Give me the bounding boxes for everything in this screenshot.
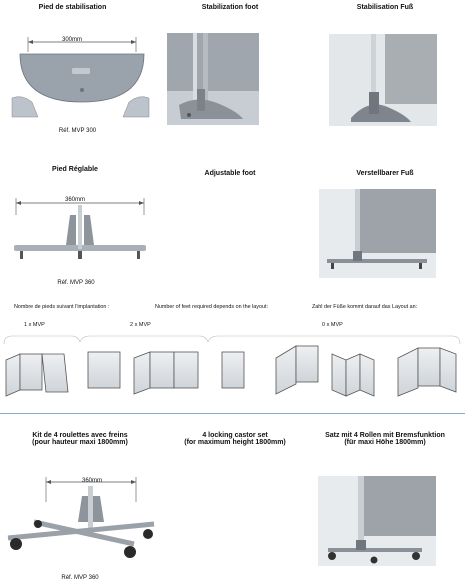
stabilization-foot-illustration bbox=[167, 33, 259, 125]
section-divider bbox=[0, 413, 465, 414]
header-en-adjustable: Adjustable foot bbox=[204, 170, 256, 177]
header-en-castor-line2: (for maximum height 1800mm) bbox=[184, 439, 286, 446]
header-de-rollen bbox=[305, 432, 465, 446]
header-fr-roulettes bbox=[0, 432, 160, 446]
count-0-mvp: 0 x MVP bbox=[322, 322, 343, 328]
count-1-mvp: 1 x MVP bbox=[24, 322, 45, 328]
header-fr-roulettes-line1: Kit de 4 roulettes avec freins bbox=[32, 432, 128, 439]
castor-kit-drawing bbox=[4, 472, 160, 562]
header-en-stabilisation: Stabilization foot bbox=[201, 4, 259, 11]
header-en-castor bbox=[155, 432, 315, 446]
count-2-mvp: 2 x MVP bbox=[130, 322, 151, 328]
header-de-rollen-line2: (für maxi Höhe 1800mm) bbox=[344, 439, 426, 446]
photo-castor-set bbox=[318, 476, 436, 566]
ref-mvp-360-castor: Réf. MVP 360 bbox=[61, 575, 99, 581]
panel-layouts-diagram bbox=[0, 334, 465, 406]
header-de-stabilisation: Stabilisation Fuß bbox=[356, 4, 414, 11]
dimension-360-castor: 360mm bbox=[82, 478, 103, 484]
castor-set-illustration bbox=[318, 476, 436, 566]
photo-stabilisation-fuss bbox=[329, 34, 437, 126]
verstellbarer-fuss-illustration bbox=[319, 189, 436, 278]
header-en-castor-line1: 4 locking castor set bbox=[202, 432, 268, 439]
adjustable-foot-drawing bbox=[6, 195, 156, 270]
caption-en-layout: Number of feet required depends on the layout: bbox=[155, 304, 268, 310]
ref-mvp-360-adjustable: Réf. MVP 360 bbox=[57, 280, 95, 286]
header-fr-reglable: Pied Réglable bbox=[52, 166, 98, 173]
caption-de-layout: Zahl der Füße kommt darauf das Layout an: bbox=[312, 304, 418, 310]
header-de-rollen-line1: Satz mit 4 Rollen mit Bremsfunktion bbox=[325, 432, 445, 439]
dimension-300: 300mm bbox=[62, 37, 83, 43]
caption-fr-layout: Nombre de pieds suivant l'implantation : bbox=[14, 304, 110, 310]
stabilisation-foot-drawing bbox=[8, 32, 153, 122]
header-fr-stabilisation: Pied de stabilisation bbox=[38, 4, 107, 11]
ref-mvp-300: Réf. MVP 300 bbox=[58, 128, 97, 134]
dimension-360: 360mm bbox=[65, 197, 86, 203]
photo-stabilization-foot bbox=[167, 33, 259, 125]
header-de-verstellbar: Verstellbarer Fuß bbox=[356, 170, 414, 177]
header-fr-roulettes-line2: (pour hauteur maxi 1800mm) bbox=[32, 439, 128, 446]
photo-verstellbarer-fuss bbox=[319, 189, 436, 278]
stabilisation-fuss-illustration bbox=[329, 34, 437, 126]
